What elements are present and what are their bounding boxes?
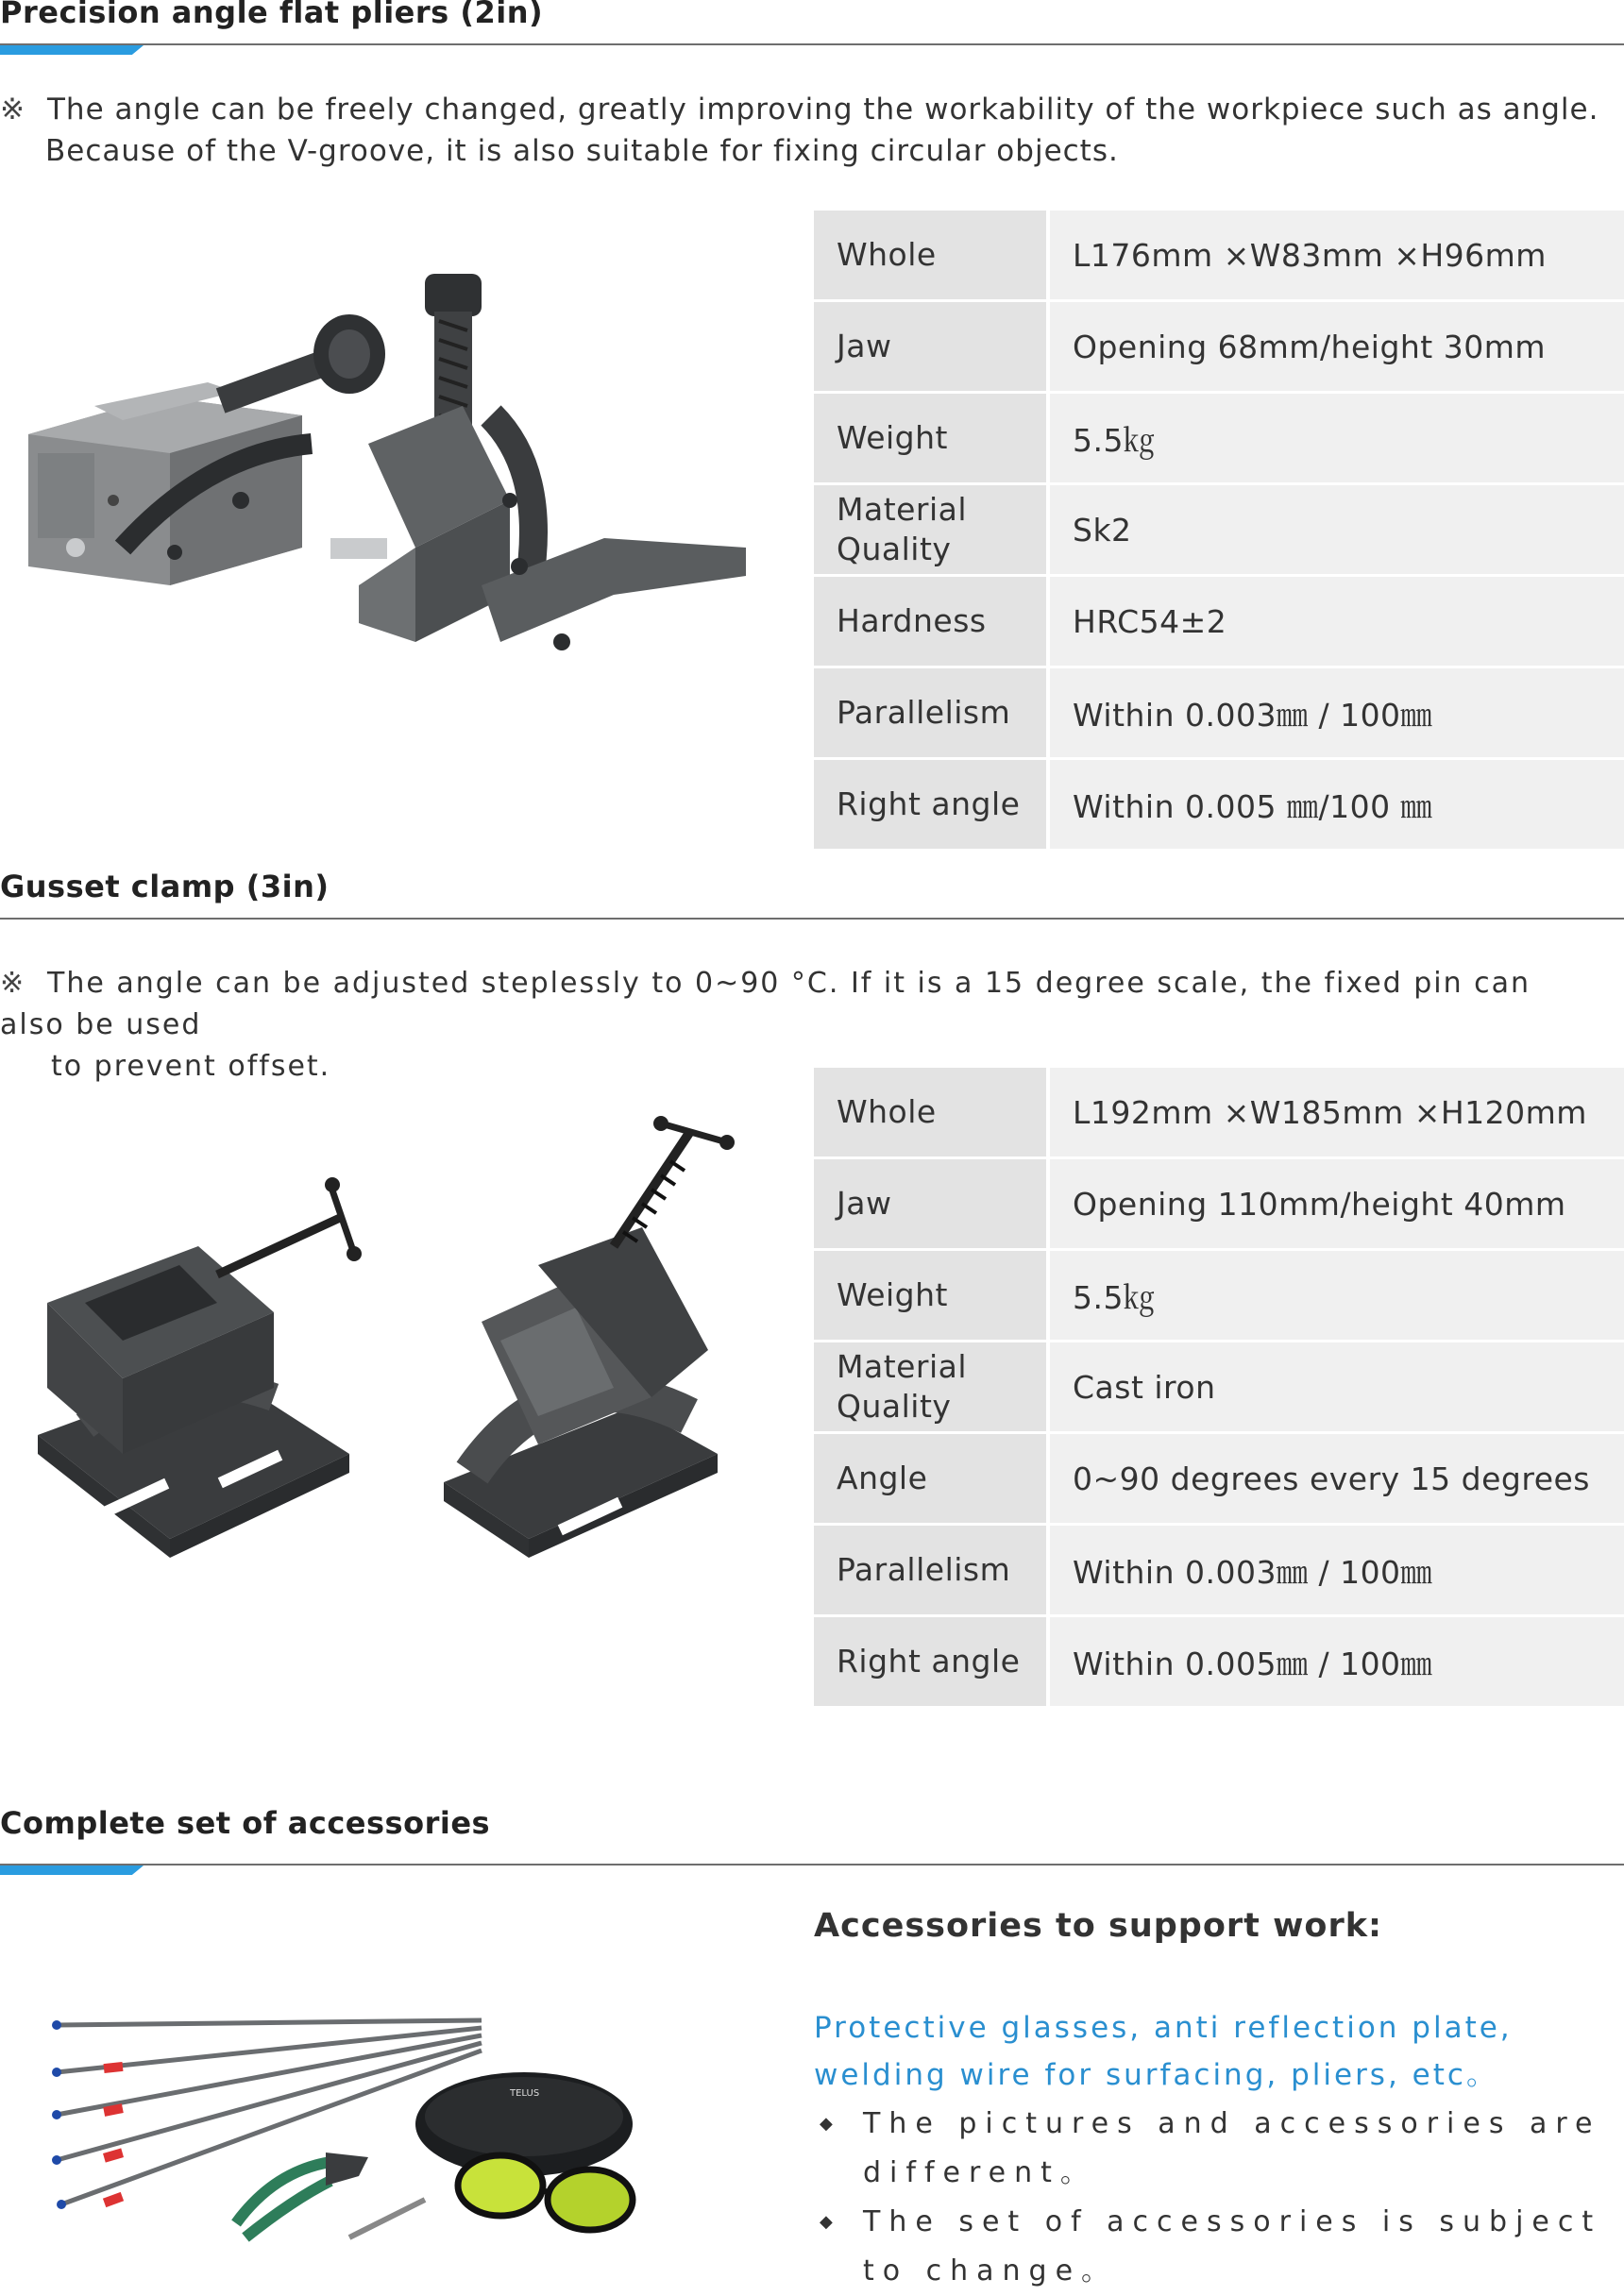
table-row [814,1434,1624,1523]
accessories-illustration [47,2011,661,2247]
section-title: Gusset clamp (3in) [0,869,330,904]
spec-table-gusset-clamp [814,1065,1624,1709]
screwdriver [349,2200,425,2237]
case-logo: TELUS [510,2088,540,2099]
bullet-diamond-icon: ◆ [820,2114,833,2134]
note-line-2: to prevent offset. [51,1050,331,1083]
spec-value: Within 0.003㎜ / 100㎜ [1050,1526,1624,1614]
table-row [814,302,1624,391]
spec-value: Cast iron [1050,1342,1624,1431]
section-accessories [0,1803,1624,2288]
spec-key: Hardness [814,577,1050,666]
section-gusset-clamp [0,869,1624,1718]
spec-key: Jaw [814,1159,1050,1248]
table-row [814,668,1624,757]
list-item [814,2198,1616,2296]
section-accent-bar [0,1866,144,1875]
note-line-2: Because of the V-groove, it is also suitable for fixing circular objects. [45,134,1119,168]
spec-value: L176mm ×W83mm ×H96mm [1050,211,1624,299]
vise-tilted-view [330,274,746,650]
table-row [814,211,1624,299]
spec-value: 5.5㎏ [1050,394,1624,482]
spec-key: Right angle [814,760,1050,849]
spec-value: Opening 68mm/height 30mm [1050,302,1624,391]
bullet-text: The set of accessories is subject to change。 [863,2205,1602,2288]
table-row [814,394,1624,482]
spec-key: Material Quality [814,485,1050,574]
spec-value: Within 0.003㎜ / 100㎜ [1050,668,1624,757]
angle-vise-illustration [19,264,803,708]
spec-key: Parallelism [814,668,1050,757]
spec-value: HRC54±2 [1050,577,1624,666]
spec-key: Whole [814,211,1050,299]
spec-value: Within 0.005 ㎜/100 ㎜ [1050,760,1624,849]
spec-key: Jaw [814,302,1050,391]
section-rule [0,1864,1624,1866]
bullet-text: The pictures and accessories are different。 [863,2107,1601,2189]
pliers [236,2152,368,2237]
table-row [814,485,1624,574]
table-row [814,1526,1624,1614]
section-title: Precision angle flat pliers (2in) [0,0,544,30]
spec-key: Angle [814,1434,1050,1523]
table-row [814,577,1624,666]
note-line-1: The angle can be freely changed, greatly improving the workability of the workpiece such as angle. [47,93,1599,127]
spec-value: 5.5㎏ [1050,1251,1624,1340]
table-row [814,760,1624,849]
spec-key: Whole [814,1068,1050,1156]
clamp-tilted-view [444,1116,735,1558]
spec-key: Right angle [814,1617,1050,1706]
accessories-heading: Accessories to support work: [814,1907,1382,1945]
spec-key: Material Quality [814,1342,1050,1431]
bullet-diamond-icon: ◆ [820,2212,833,2232]
section-rule [0,918,1624,920]
spec-key: Weight [814,394,1050,482]
spec-value: Sk2 [1050,485,1624,574]
spec-value: 0~90 degrees every 15 degrees [1050,1434,1624,1523]
section-rule [0,43,1624,45]
section-note [0,89,1605,172]
section-accent-bar [0,45,144,55]
table-row [814,1159,1624,1248]
note-mark: ※ [0,93,25,127]
product-image-accessories [47,2011,661,2247]
table-row [814,1617,1624,1706]
accessories-description: Protective glasses, anti reflection plate, welding wire for surfacing, pliers, etc。 [814,2011,1513,2092]
gusset-clamp-illustration [28,1114,784,1624]
spec-key: Weight [814,1251,1050,1340]
note-mark: ※ [0,967,26,1000]
section-precision-angle-pliers [0,0,1624,850]
table-row [814,1068,1624,1156]
list-item [814,2100,1616,2198]
spec-key: Parallelism [814,1526,1050,1614]
welding-rods [52,2020,482,2209]
accessories-notes [814,2100,1616,2296]
section-title: Complete set of accessories [0,1805,491,1841]
spec-value: Opening 110mm/height 40mm [1050,1159,1624,1248]
table-row [814,1251,1624,1340]
product-image-angle-vise [19,264,803,708]
clamp-flat-view [38,1177,362,1558]
product-image-gusset-clamp [28,1114,784,1624]
table-row [814,1342,1624,1431]
spec-value: L192mm ×W185mm ×H120mm [1050,1068,1624,1156]
spec-table-angle-pliers [814,208,1624,852]
spec-value: Within 0.005㎜ / 100㎜ [1050,1617,1624,1706]
note-line-1: The angle can be adjusted steplessly to 0~90 °C. If it is a 15 degree scale, the fixed pin can also be used [0,967,1531,1041]
